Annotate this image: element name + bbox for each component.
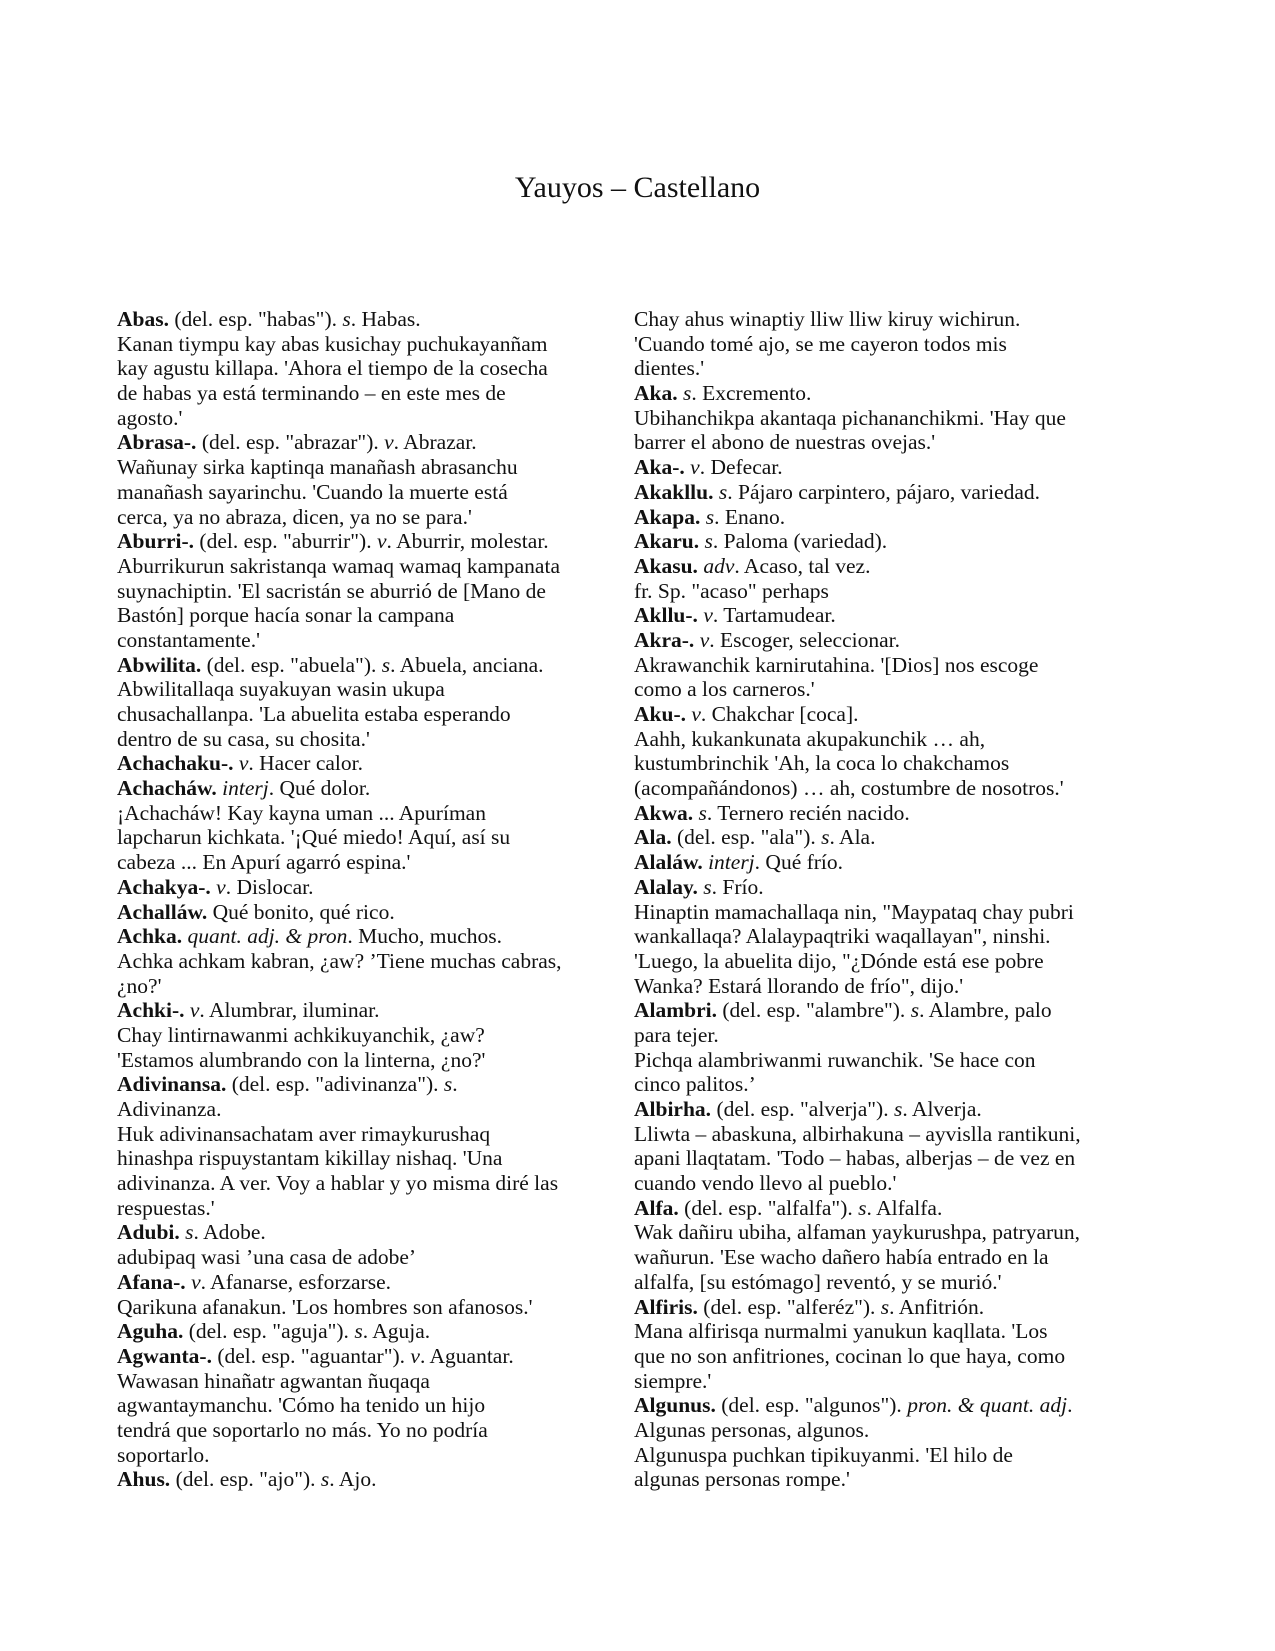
part-of-speech: s (910, 998, 920, 1023)
headword: Achalláw. (117, 899, 208, 924)
dictionary-line (117, 480, 637, 505)
dictionary-line (634, 801, 1174, 826)
entry-text: algunas personas rompe.' (634, 1467, 850, 1492)
entry-text: Ubihanchikpa akantaqa pichananchikmi. 'Hay que (634, 405, 1066, 430)
entry-text: kustumbrinchik 'Ah, la coca lo chakchamos (634, 751, 1010, 776)
dictionary-line (634, 332, 1174, 357)
entry-text: . Pájaro carpintero, pájaro, variedad. (727, 479, 1041, 504)
entry-text: cabeza ... En Apurí agarró espina.' (117, 850, 411, 875)
part-of-speech: s (703, 874, 712, 899)
entry-text: de habas ya está terminando – en este mes de (117, 381, 506, 406)
dictionary-line (117, 677, 637, 702)
entry-text: . Hacer calor. (248, 751, 364, 776)
dictionary-line (634, 603, 1174, 628)
headword: Aku-. (634, 702, 686, 726)
dictionary-line (634, 702, 1174, 727)
entry-text: . Ternero recién nacido. (706, 800, 910, 825)
dictionary-line (117, 1097, 637, 1122)
entry-text: (del. esp. "alverja"). (711, 1097, 894, 1121)
dictionary-line (117, 307, 637, 332)
dictionary-line (634, 1344, 1174, 1369)
entry-text: . Anfitrión. (889, 1294, 985, 1319)
dictionary-line (117, 1443, 637, 1468)
entry-text: Chay lintirnawanmi achkikuyanchik, ¿aw? (117, 1022, 485, 1047)
dictionary-line (117, 406, 637, 431)
entry-text: . Frío. (711, 874, 764, 899)
dictionary-line (117, 850, 637, 875)
entry-text: . Aburrir, molestar. (386, 529, 549, 554)
part-of-speech: v (191, 1269, 201, 1294)
entry-text: (acompañándonos) … ah, costumbre de nosotros.' (634, 776, 1064, 801)
dictionary-line (634, 1443, 1174, 1468)
entry-text: Hinaptin mamachallaqa nin, "Maypataq chay pubri (634, 899, 1074, 924)
entry-text: . Alambre, palo (919, 998, 1052, 1023)
entry-text: Aburrikurun sakristanqa wamaq wamaq kampanata (117, 553, 560, 578)
dictionary-line (117, 603, 637, 628)
dictionary-line (634, 1369, 1174, 1394)
entry-text: . Tartamudear. (712, 603, 836, 628)
dictionary-line (117, 998, 637, 1023)
headword: Akasu. (634, 553, 698, 578)
dictionary-line (117, 628, 637, 653)
entry-text: . Defecar. (699, 455, 783, 480)
dictionary-line (117, 653, 637, 678)
headword: Achka. (117, 924, 183, 949)
headword: Algunus. (634, 1393, 716, 1418)
entry-text: fr. Sp. "acaso" perhaps (634, 578, 829, 603)
dictionary-line (634, 529, 1174, 554)
dictionary-line (117, 1418, 637, 1443)
part-of-speech: v (690, 455, 700, 480)
entry-text: (del. esp. "abuela"). (201, 652, 382, 677)
part-of-speech: s (185, 1220, 194, 1245)
part-of-speech: s (718, 479, 728, 504)
entry-text: . Enano. (714, 504, 786, 529)
part-of-speech: s (682, 381, 692, 406)
entry-text: Kanan tiympu kay abas kusichay puchukayanñam (117, 331, 548, 356)
dictionary-line (634, 381, 1174, 406)
part-of-speech: v (189, 998, 200, 1023)
entry-text: (del. esp. "algunos"). (715, 1393, 908, 1418)
dictionary-line (634, 1146, 1174, 1171)
entry-text: cerca, ya no abraza, dicen, ya no se para.' (117, 504, 472, 529)
dictionary-line (117, 801, 637, 826)
dictionary-line (634, 900, 1174, 925)
part-of-speech: s (342, 307, 351, 331)
dictionary-line (117, 825, 637, 850)
entry-text: wankallaqa? Alalaypaqtriki waqallayan", ninshi. (634, 924, 1051, 949)
entry-text: (del. esp. "alambre"). (717, 998, 911, 1023)
entry-text: (del. esp. "alfalfa"). (678, 1195, 859, 1220)
dictionary-line (634, 1245, 1174, 1270)
dictionary-line (634, 751, 1174, 776)
headword: Aka-. (634, 455, 685, 480)
entry-text: . Escoger, seleccionar. (709, 627, 900, 652)
headword: Akaru. (634, 529, 700, 554)
dictionary-line (117, 1048, 637, 1073)
entry-text: agwantaymanchu. 'Cómo ha tenido un hijo (117, 1393, 486, 1418)
part-of-speech: s (354, 1319, 363, 1344)
entry-text: 'Estamos alumbrando con la linterna, ¿no?' (117, 1047, 486, 1072)
dictionary-line (117, 727, 637, 752)
entry-text: Abwilitallaqa suyakuyan wasin ukupa (117, 677, 445, 702)
dictionary-line (634, 924, 1174, 949)
headword: Aburri-. (117, 529, 195, 554)
entry-text: Aahh, kukankunata akupakunchik … ah, (634, 726, 986, 751)
headword: Afana-. (117, 1269, 186, 1294)
entry-text: (del. esp. "ajo"). (170, 1467, 321, 1492)
part-of-speech: interj (222, 776, 269, 801)
dictionary-line (634, 1196, 1174, 1221)
dictionary-line (634, 356, 1174, 381)
dictionary-line (117, 1220, 637, 1245)
entry-text: Wañunay sirka kaptinqa manañash abrasanchu (117, 455, 518, 480)
dictionary-line (634, 406, 1174, 431)
headword: Achacháw. (117, 776, 217, 801)
dictionary-line (117, 554, 637, 579)
entry-text: Wawasan hinañatr agwantan ñuqaqa (117, 1368, 430, 1393)
dictionary-line (117, 1171, 637, 1196)
entry-text: suynachiptin. 'El sacristán se aburrió de [Mano de (117, 578, 546, 603)
dictionary-line (634, 480, 1174, 505)
dictionary-line (117, 332, 637, 357)
dictionary-line (117, 430, 637, 455)
headword: Alfa. (634, 1195, 679, 1220)
entry-text: constantamente.' (117, 627, 260, 652)
headword: Abrasa-. (117, 430, 197, 455)
headword: Alambri. (634, 998, 718, 1023)
dictionary-line (634, 1171, 1174, 1196)
entry-text: adivinanza. A ver. Voy a hablar y yo misma diré las (117, 1171, 559, 1196)
entry-text: . (1067, 1393, 1073, 1418)
dictionary-line (634, 776, 1174, 801)
headword: Akapa. (634, 504, 701, 529)
headword: Alalay. (634, 874, 698, 899)
entry-text: . Chakchar [coca]. (700, 702, 859, 726)
dictionary-line (634, 1048, 1174, 1073)
dictionary-line (634, 653, 1174, 678)
dictionary-line (117, 1122, 637, 1147)
part-of-speech: s (880, 1294, 890, 1319)
entry-text: . Paloma (variedad). (712, 529, 888, 554)
entry-text: wañurun. 'Ese wacho dañero había entrado en la (634, 1245, 1049, 1270)
dictionary-line (117, 381, 637, 406)
headword: Adubi. (117, 1220, 180, 1245)
dictionary-line (117, 1146, 637, 1171)
headword: Alaláw. (634, 850, 703, 875)
page-title: Yauyos – Castellano (514, 171, 761, 204)
dictionary-line (117, 1369, 637, 1394)
entry-text: . Ajo. (329, 1467, 377, 1492)
dictionary-line (634, 1319, 1174, 1344)
entry-text: . Alumbrar, iluminar. (199, 998, 380, 1023)
dictionary-line (117, 505, 637, 530)
dictionary-line (117, 1196, 637, 1221)
entry-text: como a los carneros.' (634, 677, 815, 702)
entry-text: Akrawanchik karnirutahina. '[Dios] nos escoge (634, 652, 1039, 677)
dictionary-line (634, 998, 1174, 1023)
dictionary-line (634, 727, 1174, 752)
entry-text: cuando vendo llevo al pueblo.' (634, 1171, 897, 1196)
entry-text: . Alverja. (902, 1097, 982, 1121)
part-of-speech: s (893, 1097, 903, 1121)
headword: Akakllu. (634, 479, 714, 504)
entry-text: que no son anfitriones, cocinan lo que haya, como (634, 1343, 1066, 1368)
entry-text: (del. esp. "abrazar"). (196, 430, 385, 455)
entry-text: (del. esp. "ala"). (671, 825, 822, 850)
part-of-speech: s (698, 800, 707, 825)
dictionary-line (634, 307, 1174, 332)
part-of-speech: s (858, 1195, 867, 1220)
entry-text: . Alfalfa. (866, 1195, 943, 1220)
dictionary-line (634, 1023, 1174, 1048)
headword: Achki-. (117, 998, 185, 1023)
entry-text: manañash sayarinchu. 'Cuando la muerte está (117, 479, 508, 504)
dictionary-line (117, 1023, 637, 1048)
entry-text: . Mucho, muchos. (347, 924, 503, 949)
entry-text: adubipaq wasi ’una casa de adobe’ (117, 1245, 417, 1270)
dictionary-line (634, 505, 1174, 530)
headword: Aka. (634, 381, 678, 406)
entry-text: (del. esp. "aguja"). (183, 1319, 355, 1344)
entry-text: . Afanarse, esforzarse. (200, 1269, 392, 1294)
entry-text: soportarlo. (117, 1442, 210, 1467)
dictionary-line (634, 1418, 1174, 1443)
dictionary-line (634, 875, 1174, 900)
headword: Abwilita. (117, 652, 202, 677)
entry-text: Adivinanza. (117, 1097, 222, 1121)
headword: Adivinansa. (117, 1072, 227, 1097)
dictionary-line (634, 974, 1174, 999)
entry-text: (del. esp. "habas"). (168, 307, 343, 331)
headword: Achachaku-. (117, 751, 234, 776)
dictionary-line (117, 1344, 637, 1369)
headword: Ala. (634, 825, 672, 850)
dictionary-line (117, 1319, 637, 1344)
part-of-speech: v (384, 430, 394, 455)
part-of-speech: v (216, 874, 226, 899)
entry-text: Chay ahus winaptiy lliw lliw kiruy wichirun. (634, 307, 1021, 331)
entry-text: . Aguantar. (419, 1343, 514, 1368)
headword: Akra-. (634, 627, 695, 652)
dictionary-line (634, 825, 1174, 850)
headword: Abas. (117, 307, 169, 331)
entry-text: hinashpa rispuystantam kikillay nishaq. 'Una (117, 1146, 503, 1171)
entry-text: dientes.' (634, 356, 705, 381)
entry-text: Algunas personas, algunos. (634, 1417, 870, 1442)
dictionary-line (634, 677, 1174, 702)
dictionary-line (117, 875, 637, 900)
part-of-speech: v (703, 603, 713, 628)
entry-text: Huk adivinansachatam aver rimaykurushaq (117, 1121, 491, 1146)
entry-text: ¿no?' (117, 973, 162, 998)
part-of-speech: s (443, 1072, 453, 1097)
part-of-speech: interj (708, 850, 755, 875)
part-of-speech: v (376, 529, 387, 554)
dictionary-line (634, 1097, 1174, 1122)
entry-text: kay agustu killapa. 'Ahora el tiempo de la cosecha (117, 356, 548, 381)
entry-text: 'Luego, la abuelita dijo, "¿Dónde está ese pobre (634, 948, 1044, 973)
entry-text: alfalfa, [su estómago] reventó, y se murió.' (634, 1269, 1002, 1294)
entry-text: . Habas. (350, 307, 421, 331)
dictionary-line (117, 1245, 637, 1270)
dictionary-line (634, 430, 1174, 455)
headword: Achakya-. (117, 874, 211, 899)
part-of-speech: v (699, 627, 710, 652)
entry-text: para tejer. (634, 1022, 719, 1047)
dictionary-line (634, 1122, 1174, 1147)
entry-text: . Abrazar. (393, 430, 477, 455)
dictionary-line (634, 455, 1174, 480)
dictionary-line (117, 776, 637, 801)
entry-text: Lliwta – abaskuna, albirhakuna – ayvislla rantikuni, (634, 1121, 1081, 1146)
entry-text: respuestas.' (117, 1195, 215, 1220)
part-of-speech: s (381, 652, 391, 677)
dictionary-line (117, 579, 637, 604)
headword: Albirha. (634, 1097, 712, 1121)
entry-text: . Acaso, tal vez. (734, 553, 871, 578)
dictionary-line (117, 1393, 637, 1418)
dictionary-line (117, 1467, 637, 1492)
dictionary-line (634, 1270, 1174, 1295)
headword: Ahus. (117, 1467, 171, 1492)
entry-text: . Excremento. (691, 381, 812, 406)
dictionary-line (117, 900, 637, 925)
part-of-speech: s (320, 1467, 330, 1492)
part-of-speech: v (691, 702, 701, 726)
entry-text: (del. esp. "adivinanza"). (226, 1072, 444, 1097)
dictionary-line (117, 356, 637, 381)
entry-text: agosto.' (117, 405, 183, 430)
entry-text: (del. esp. "aburrir"). (194, 529, 377, 554)
right-column (634, 307, 1174, 1492)
dictionary-line (117, 455, 637, 480)
dictionary-line (634, 1220, 1174, 1245)
entry-text: dentro de su casa, su chosita.' (117, 726, 370, 751)
headword: Alfiris. (634, 1294, 698, 1319)
dictionary-line (634, 1072, 1174, 1097)
headword: Agwanta-. (117, 1343, 212, 1368)
entry-text: Algunuspa puchkan tipikuyanmi. 'El hilo de (634, 1442, 1013, 1467)
entry-text: . Abuela, anciana. (390, 652, 544, 677)
entry-text: . (452, 1072, 458, 1097)
entry-text: . Ala. (829, 825, 876, 850)
dictionary-line (117, 949, 637, 974)
dictionary-line (117, 529, 637, 554)
dictionary-line (117, 751, 637, 776)
dictionary-line (117, 924, 637, 949)
entry-text: Qué bonito, qué rico. (207, 899, 395, 924)
dictionary-line (634, 628, 1174, 653)
headword: Akwa. (634, 800, 694, 825)
entry-text: Qarikuna afanakun. 'Los hombres son afanosos.' (117, 1294, 533, 1319)
dictionary-line (117, 1295, 637, 1320)
entry-text: Bastón] porque hacía sonar la campana (117, 603, 455, 628)
dictionary-line (634, 850, 1174, 875)
entry-text: (del. esp. "alferéz"). (697, 1294, 881, 1319)
entry-text: . Aguja. (362, 1319, 431, 1344)
part-of-speech: s (705, 504, 715, 529)
part-of-speech: s (821, 825, 830, 850)
entry-text: Wak dañiru ubiha, alfaman yaykurushpa, patryarun, (634, 1220, 1081, 1245)
left-column (117, 307, 637, 1492)
entry-text: . Dislocar. (225, 874, 314, 899)
entry-text: tendrá que soportarlo no más. Yo no podría (117, 1417, 488, 1442)
entry-text: Mana alfirisqa nurmalmi yanukun kaqllata. 'Los (634, 1319, 1048, 1344)
entry-text: Wanka? Estará llorando de frío", dijo.' (634, 973, 964, 998)
entry-text: Achka achkam kabran, ¿aw? ’Tiene muchas cabras, (117, 948, 562, 973)
entry-text: siempre.' (634, 1368, 712, 1393)
entry-text: (del. esp. "aguantar"). (211, 1343, 411, 1368)
entry-text: lapcharun kichkata. '¡Qué miedo! Aquí, así su (117, 825, 511, 850)
entry-text: 'Cuando tomé ajo, se me cayeron todos mis (634, 331, 1007, 356)
headword: Aguha. (117, 1319, 184, 1344)
part-of-speech: v (238, 751, 249, 776)
entry-text: . Qué dolor. (268, 776, 371, 801)
dictionary-line (117, 974, 637, 999)
dictionary-line (634, 1467, 1174, 1492)
entry-text: ¡Achacháw! Kay kayna uman ... Apuríman (117, 800, 486, 825)
headword: Akllu-. (634, 603, 698, 628)
part-of-speech: adv (703, 553, 735, 578)
dictionary-line (634, 554, 1174, 579)
entry-text: . Qué frío. (754, 850, 844, 875)
entry-text: Pichqa alambriwanmi ruwanchik. 'Se hace con (634, 1047, 1036, 1072)
dictionary-line (117, 1270, 637, 1295)
entry-text: apani llaqtatam. 'Todo – habas, alberjas – de vez en (634, 1146, 1076, 1171)
dictionary-line (634, 949, 1174, 974)
entry-text: cinco palitos.’ (634, 1072, 756, 1097)
dictionary-line (634, 1393, 1174, 1418)
part-of-speech: v (410, 1343, 420, 1368)
part-of-speech: s (704, 529, 713, 554)
entry-text: chusachallanpa. 'La abuelita estaba esperando (117, 702, 511, 726)
dictionary-line (634, 1295, 1174, 1320)
part-of-speech: pron. & quant. adj (907, 1393, 1068, 1418)
dictionary-line (117, 702, 637, 727)
part-of-speech: quant. adj. & pron (187, 924, 348, 949)
dictionary-line (117, 1072, 637, 1097)
dictionary-line (634, 579, 1174, 604)
entry-text: barrer el abono de nuestras ovejas.' (634, 430, 936, 455)
entry-text: . Adobe. (193, 1220, 266, 1245)
